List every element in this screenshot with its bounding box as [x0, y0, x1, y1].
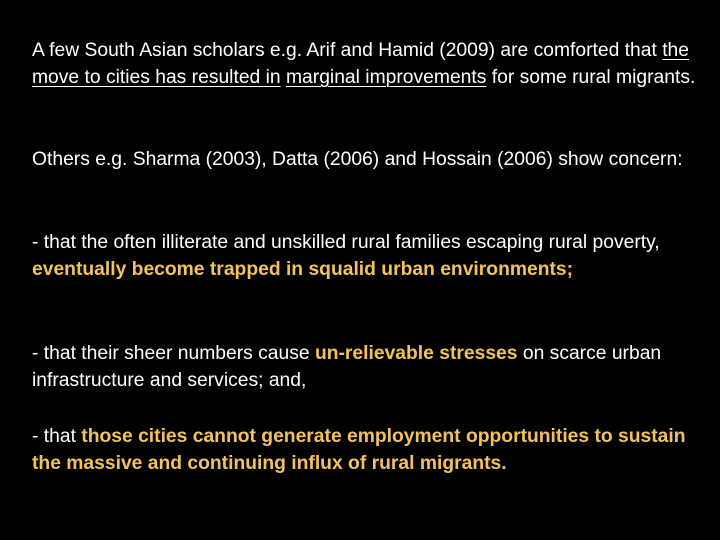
p5-intro: - that: [32, 426, 82, 447]
p4-intro: - that their sheer numbers cause: [32, 343, 315, 364]
p3-highlight: eventually become trapped in squalid urban environments;: [32, 259, 574, 280]
p1-rest: for some rural migrants.: [486, 67, 696, 88]
p4-highlight: un-relievable stresses: [314, 343, 518, 364]
paragraph-others-show-concern: [32, 146, 716, 173]
p1-underlined-marginal-improvements: marginal improvements: [286, 67, 487, 88]
p1-intro: A few South Asian scholars e.g. Arif and Hamid (2009) are comforted that: [32, 40, 663, 61]
p1-underlined-move-to-cities: the move to cities has resulted in: [32, 40, 690, 88]
paragraph-scholars-comforted: [32, 37, 716, 91]
p2-text: Others e.g. Sharma (2003), Datta (2006) and Hossain (2006) show concern:: [32, 149, 683, 170]
bullet-cannot-generate-employment: [32, 423, 716, 477]
p3-intro: - that the often illiterate and unskilled rural families escaping rural poverty,: [32, 232, 660, 253]
p4-rest: on scarce urban infrastructure and services; and,: [32, 343, 662, 391]
bullet-trapped-in-squalid-environments: [32, 229, 716, 283]
bullet-unrelievable-stresses: [32, 340, 716, 394]
p5-highlight: those cities cannot generate employment opportunities to sustain the massive and continuing influx of rural migrants.: [32, 426, 686, 474]
